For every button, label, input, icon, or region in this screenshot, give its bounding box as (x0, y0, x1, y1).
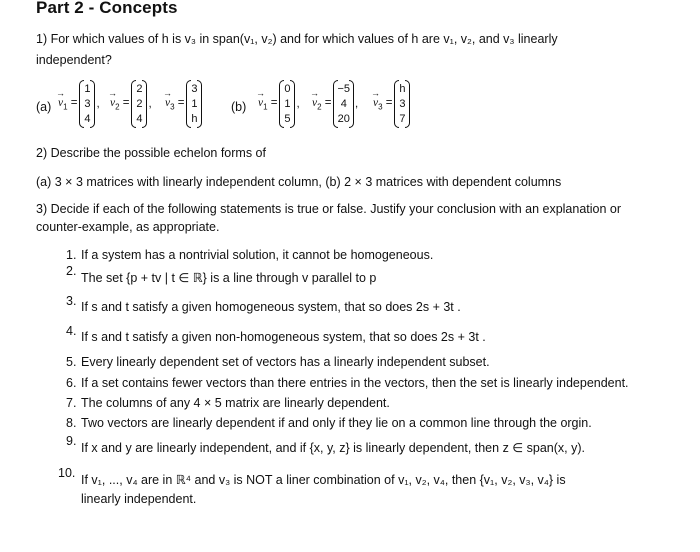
vector-entry: 1 (284, 97, 291, 110)
statement-text-continued: linearly independent. (81, 492, 197, 506)
vector-entry: 4 (136, 112, 143, 125)
statement-text: If x and y are linearly independent, and if {x, y, z} is linearly dependent, then z ∈ span(x, y). (81, 441, 585, 455)
column-vector (79, 80, 95, 128)
statement-number: 3. (66, 294, 77, 308)
statement-text: If s and t satisfy a given homogeneous system, that so does 2s + 3t . (81, 300, 461, 314)
a_vectors-v2 (110, 80, 152, 128)
statement-text: The set {p + tv | t ∈ ℝ} is a line through v parallel to p (81, 271, 377, 285)
statement-text: Two vectors are linearly dependent if and only if they lie on a common line through the orgin. (81, 416, 592, 430)
comma-separator: , (96, 98, 100, 110)
vector-name-v3: $v \to_3$ = (165, 97, 184, 111)
question-1-line-1: 1) For which values of h is v₃ in span(v₁, v₂) and for which values of h are v₁, v₂, and v₃ linearly (36, 32, 558, 46)
part-b-label: (b) (231, 100, 247, 114)
column-vector (131, 80, 147, 128)
question-2-line-1: 2) Describe the possible echelon forms of (36, 146, 266, 160)
vector-entry: 4 (84, 112, 91, 125)
vector-entry: h (399, 82, 406, 95)
statement-number: 1. (66, 248, 77, 262)
statement-number: 8. (66, 416, 77, 430)
statement-text: If a set contains fewer vectors than there entries in the vectors, then the set is linearly independent. (81, 376, 629, 390)
column-vector (186, 80, 202, 128)
statement-number: 4. (66, 324, 77, 338)
statement-text: If v₁, ..., v₄ are in ℝ⁴ and v₃ is NOT a liner combination of v₁, v₂, v₄, then {v₁, v₂, v₃, v₄} is (81, 473, 566, 487)
b_vectors-v1 (258, 80, 300, 128)
vector-entry: 3 (399, 97, 406, 110)
a_vectors-v1 (58, 80, 100, 128)
vector-name-v1: $v \to_1$ = (258, 97, 277, 111)
statement-number: 10. (58, 466, 76, 480)
vector-entry: 4 (340, 97, 347, 110)
page-title: Part 2 - Concepts (36, 0, 178, 17)
statement-number: 7. (66, 396, 77, 410)
vector-name-v1: $v \to_1$ = (58, 97, 77, 111)
part-a-label: (a) (36, 100, 52, 114)
question-1-line-2: independent? (36, 53, 112, 67)
statement-number: 6. (66, 376, 77, 390)
statement-text: If s and t satisfy a given non-homogeneous system, that so does 2s + 3t . (81, 330, 486, 344)
vector-name-v2: $v \to_2$ = (110, 97, 129, 111)
statement-text: The columns of any 4 × 5 matrix are linearly dependent. (81, 396, 390, 410)
vector-entry: 2 (136, 97, 143, 110)
vector-entry: 2 (136, 82, 143, 95)
statement-text: If a system has a nontrivial solution, it cannot be homogeneous. (81, 248, 434, 262)
vector-entry: 3 (191, 82, 198, 95)
b_vectors-v3 (373, 80, 410, 128)
question-3-line-2: counter-example, as appropriate. (36, 220, 220, 234)
vector-name-v2: $v \to_2$ = (312, 97, 331, 111)
vector-entry: 0 (284, 82, 291, 95)
question-2-line-2: (a) 3 × 3 matrices with linearly independent column, (b) 2 × 3 matrices with dependent columns (36, 175, 562, 189)
statement-number: 5. (66, 355, 77, 369)
vector-entry: 7 (399, 112, 406, 125)
vector-entry: h (191, 112, 198, 125)
b_vectors-v2 (312, 80, 358, 128)
comma-separator: , (355, 98, 359, 110)
column-vector (279, 80, 295, 128)
vector-entry: 1 (84, 82, 91, 95)
column-vector (333, 80, 354, 128)
statement-number: 2. (66, 264, 77, 278)
statement-text: Every linearly dependent set of vectors has a linearly independent subset. (81, 355, 490, 369)
vector-entry: 5 (284, 112, 291, 125)
vector-name-v3: $v \to_3$ = (373, 97, 392, 111)
comma-separator: , (296, 98, 300, 110)
vector-entry: 3 (84, 97, 91, 110)
question-3-line-1: 3) Decide if each of the following statements is true or false. Justify your conclusion with an explanation or (36, 202, 622, 216)
vector-entry: 1 (191, 97, 198, 110)
column-vector (394, 80, 410, 128)
vector-entry: 20 (337, 112, 350, 125)
comma-separator: , (148, 98, 152, 110)
vector-entry: −5 (337, 82, 351, 95)
a_vectors-v3 (165, 80, 202, 128)
statement-number: 9. (66, 434, 77, 448)
